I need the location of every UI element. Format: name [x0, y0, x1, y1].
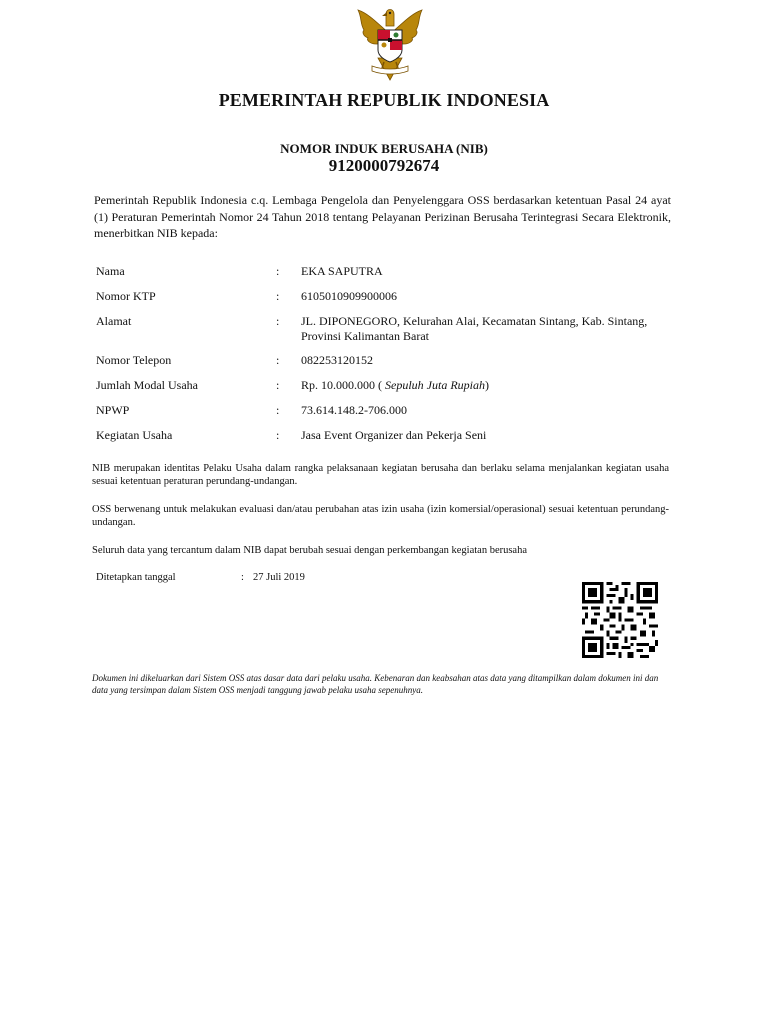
- issue-date-value: 27 Juli 2019: [253, 572, 305, 583]
- field-label: NPWP: [96, 403, 130, 417]
- field-value: Jasa Event Organizer dan Pekerja Seni: [301, 428, 487, 442]
- field-separator: :: [276, 314, 280, 328]
- field-value: [301, 378, 681, 393]
- field-label: Kegiatan Usaha: [96, 428, 173, 442]
- field-separator: :: [276, 428, 280, 442]
- field-separator: :: [276, 378, 280, 392]
- field-value: 6105010909900006: [301, 289, 397, 303]
- field-label: Jumlah Modal Usaha: [96, 378, 198, 392]
- government-title: PEMERINTAH REPUBLIK INDONESIA: [218, 90, 550, 110]
- capital-amount-words: Sepuluh Juta Rupiah: [382, 378, 485, 392]
- field-separator: :: [276, 289, 280, 303]
- field-label: Nomor KTP: [96, 289, 156, 303]
- field-value: 73.614.148.2-706.000: [301, 403, 407, 417]
- data-change-paragraph: Seluruh data yang tercantum dalam NIB dapat berubah sesuai dengan perkembangan kegiatan berusaha: [92, 545, 528, 556]
- issue-date-separator: :: [241, 572, 244, 583]
- field-separator: :: [276, 264, 280, 278]
- nib-identity-paragraph: NIB merupakan identitas Pelaku Usaha dalam rangka pelaksanaan kegiatan berusaha dan berlaku selama menjalankan kegiatan usaha sesuai ketentuan peraturan perundang-undangan.: [92, 463, 669, 487]
- capital-amount: Rp. 10.000.000 (: [301, 378, 382, 392]
- disclaimer-text: Dokumen ini dikeluarkan dari Sistem OSS atas dasar data dari pelaku usaha. Kebenaran dan keabsahan atas data yang ditampilkan dalam dokumen ini dan data yang tersimpan dalam Sistem OSS menjadi tanggung jawab pelaku usaha sepenuhnya.: [92, 673, 659, 695]
- field-label: Alamat: [96, 314, 132, 328]
- field-separator: :: [276, 353, 280, 367]
- intro-paragraph: Pemerintah Republik Indonesia c.q. Lembaga Pengelola dan Penyelenggara OSS berdasarkan ketentuan Pasal 24 ayat (1) Peraturan Pemerintah Nomor 24 Tahun 2018 tentang Pelayanan Perizinan Berusaha Terintegrasi Secara Elektronik, menerbitkan NIB kepada:: [94, 193, 671, 240]
- field-label: Nomor Telepon: [96, 353, 172, 367]
- issue-date-label: Ditetapkan tanggal: [96, 572, 176, 583]
- qr-code-icon: [580, 582, 660, 658]
- field-value: 082253120152: [301, 353, 373, 367]
- nib-label: NOMOR INDUK BERUSAHA (NIB): [280, 141, 488, 156]
- oss-authority-paragraph: OSS berwenang untuk melakukan evaluasi dan/atau perubahan atas izin usaha (izin komersial/operasional) sesuai ketentuan perundang-undangan.: [92, 504, 669, 528]
- capital-amount-suffix: ): [484, 378, 489, 392]
- nib-number: 9120000792674: [328, 156, 440, 175]
- field-label: Nama: [96, 264, 125, 278]
- field-value: EKA SAPUTRA: [301, 264, 383, 278]
- garuda-emblem-icon: [350, 4, 430, 84]
- field-value: JL. DIPONEGORO, Kelurahan Alai, Kecamatan Sintang, Kab. Sintang, Provinsi Kalimantan Barat: [301, 314, 648, 343]
- field-separator: :: [276, 403, 280, 417]
